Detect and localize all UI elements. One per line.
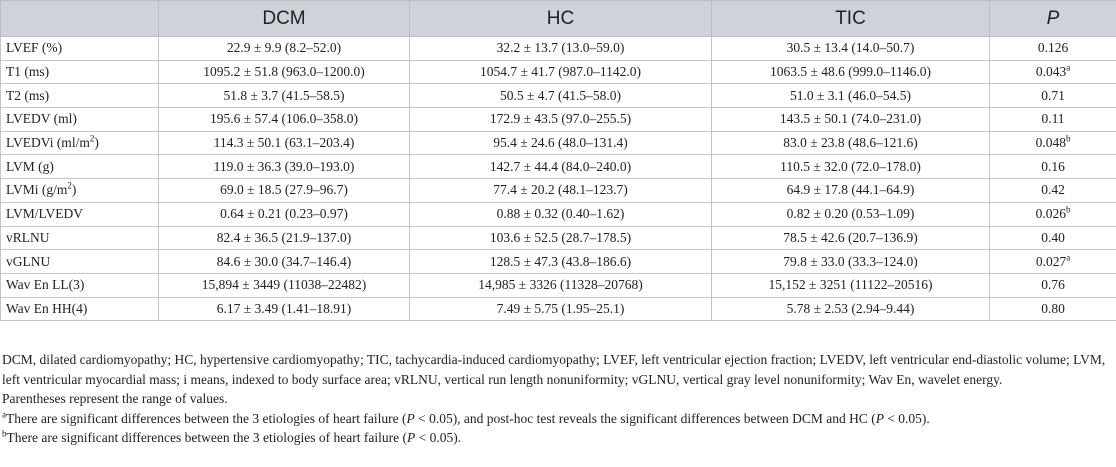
- row-label-text: LVEF (%): [6, 40, 63, 56]
- row-label: [1, 108, 159, 132]
- footnote-a-text: There are significant differences between the 3 etiologies of heart failure (: [6, 410, 407, 426]
- row-label-text: vGLNU: [6, 253, 51, 269]
- table-row: [1, 37, 1116, 61]
- table-row: [1, 297, 1116, 321]
- cell-p: [990, 179, 1116, 203]
- header-cell-p: P: [990, 1, 1116, 37]
- row-label: [1, 37, 159, 61]
- table-row: [1, 179, 1116, 203]
- p-value: 0.126: [1037, 40, 1069, 56]
- row-label-text: LVM (g): [6, 158, 54, 174]
- footnotes: [2, 350, 1112, 448]
- footnote-a-p: P: [875, 410, 884, 426]
- table-row: [1, 273, 1116, 297]
- p-value: 0.40: [1041, 229, 1065, 245]
- row-label-text: T1 (ms): [6, 64, 50, 80]
- table-row: [1, 108, 1116, 132]
- row-label-text: vRLNU: [6, 229, 50, 245]
- cell-tic: 51.0 ± 3.1 (46.0–54.5): [712, 84, 990, 108]
- table-row: [1, 84, 1116, 108]
- cell-tic: 30.5 ± 13.4 (14.0–50.7): [712, 37, 990, 61]
- row-label-superscript: 2: [89, 133, 95, 144]
- row-label-text: LVEDVi (ml/m: [6, 135, 90, 151]
- p-superscript: b: [1065, 133, 1071, 144]
- p-superscript: b: [1065, 204, 1071, 215]
- row-label: [1, 226, 159, 250]
- cell-p: [990, 37, 1116, 61]
- cell-tic: 79.8 ± 33.0 (33.3–124.0): [712, 250, 990, 274]
- cell-hc: 172.9 ± 43.5 (97.0–255.5): [410, 108, 712, 132]
- cell-dcm: 82.4 ± 36.5 (21.9–137.0): [159, 226, 410, 250]
- abbreviations-note: DCM, dilated cardiomyopathy; HC, hypertensive cardiomyopathy; TIC, tachycardia-induced cardiomyopathy; LVEF, left ventricular ejection fraction; LVEDV, left ventricular end-diastolic volume; LVM, left ventricular myocardial mass; i means, indexed to body surface area; vRLNU, vertical run length nonuniformity; vGLNU, vertical gray level nonuniformity; Wav En, wavelet energy.: [2, 352, 1106, 387]
- p-value: 0.42: [1041, 182, 1065, 198]
- cell-p: [990, 131, 1116, 155]
- footnote-b-marker: b: [2, 428, 7, 439]
- table-row: [1, 226, 1116, 250]
- cell-hc: 103.6 ± 52.5 (28.7–178.5): [410, 226, 712, 250]
- p-superscript: a: [1066, 252, 1071, 263]
- row-label: [1, 179, 159, 203]
- cell-hc: 128.5 ± 47.3 (43.8–186.6): [410, 250, 712, 274]
- cell-hc: 7.49 ± 5.75 (1.95–25.1): [410, 297, 712, 321]
- footnote-a-p: P: [406, 410, 415, 426]
- cell-hc: 1054.7 ± 41.7 (987.0–1142.0): [410, 60, 712, 84]
- cell-p: [990, 297, 1116, 321]
- cell-dcm: 114.3 ± 50.1 (63.1–203.4): [159, 131, 410, 155]
- row-label: [1, 202, 159, 226]
- row-label-text: LVMi (g/m: [6, 182, 68, 198]
- p-superscript: a: [1066, 62, 1071, 73]
- row-label-text: Wav En HH(4): [6, 300, 88, 316]
- table-row: [1, 202, 1116, 226]
- cell-hc: 142.7 ± 44.4 (84.0–240.0): [410, 155, 712, 179]
- cell-dcm: 51.8 ± 3.7 (41.5–58.5): [159, 84, 410, 108]
- range-note: Parentheses represent the range of values.: [2, 391, 228, 406]
- cell-dcm: 69.0 ± 18.5 (27.9–96.7): [159, 179, 410, 203]
- row-label-end: ): [71, 182, 77, 198]
- cell-hc: 95.4 ± 24.6 (48.0–131.4): [410, 131, 712, 155]
- row-label: [1, 297, 159, 321]
- cell-dcm: 22.9 ± 9.9 (8.2–52.0): [159, 37, 410, 61]
- table-row: [1, 250, 1116, 274]
- header-cell-hc: HC: [410, 1, 712, 37]
- cell-dcm: 119.0 ± 36.3 (39.0–193.0): [159, 155, 410, 179]
- p-value: 0.043: [1035, 64, 1067, 80]
- p-value: 0.71: [1041, 87, 1065, 103]
- cell-tic: 15,152 ± 3251 (11122–20516): [712, 273, 990, 297]
- p-value: 0.027: [1035, 253, 1067, 269]
- cell-hc: 77.4 ± 20.2 (48.1–123.7): [410, 179, 712, 203]
- table-row: [1, 155, 1116, 179]
- row-label-text: LVEDV (ml): [6, 111, 77, 127]
- cell-dcm: 1095.2 ± 51.8 (963.0–1200.0): [159, 60, 410, 84]
- row-label-text: LVM/LVEDV: [6, 206, 84, 222]
- cell-dcm: 84.6 ± 30.0 (34.7–146.4): [159, 250, 410, 274]
- cell-hc: 32.2 ± 13.7 (13.0–59.0): [410, 37, 712, 61]
- cell-p: [990, 60, 1116, 84]
- header-cell-tic: TIC: [712, 1, 990, 37]
- row-label-text: T2 (ms): [6, 87, 50, 103]
- cell-hc: 50.5 ± 4.7 (41.5–58.0): [410, 84, 712, 108]
- row-label-superscript: 2: [67, 180, 72, 191]
- cell-dcm: 15,894 ± 3449 (11038–22482): [159, 273, 410, 297]
- cell-dcm: 6.17 ± 3.49 (1.41–18.91): [159, 297, 410, 321]
- footnote-a-text: < 0.05), and post-hoc test reveals the significant differences between DCM and HC (: [414, 410, 876, 426]
- cell-p: [990, 202, 1116, 226]
- cell-p: [990, 108, 1116, 132]
- footnote-a-marker: a: [2, 409, 6, 419]
- row-label: [1, 155, 159, 179]
- row-label: [1, 84, 159, 108]
- header-cell-label: [1, 1, 159, 37]
- cell-p: [990, 250, 1116, 274]
- cell-p: [990, 226, 1116, 250]
- row-label: [1, 60, 159, 84]
- cell-p: [990, 273, 1116, 297]
- footnote-b-text: There are significant differences between the 3 etiologies of heart failure (: [6, 430, 407, 445]
- p-value: 0.16: [1041, 158, 1065, 174]
- p-value: 0.76: [1041, 277, 1065, 293]
- row-label: [1, 131, 159, 155]
- footnote-a: [2, 409, 1112, 429]
- cell-dcm: 0.64 ± 0.21 (0.23–0.97): [159, 202, 410, 226]
- cell-dcm: 195.6 ± 57.4 (106.0–358.0): [159, 108, 410, 132]
- footnote-b-text: < 0.05).: [415, 430, 462, 445]
- cell-p: [990, 84, 1116, 108]
- row-label-text: Wav En LL(3): [6, 277, 85, 293]
- cell-tic: 64.9 ± 17.8 (44.1–64.9): [712, 179, 990, 203]
- cell-tic: 1063.5 ± 48.6 (999.0–1146.0): [712, 60, 990, 84]
- cell-tic: 110.5 ± 32.0 (72.0–178.0): [712, 155, 990, 179]
- table-row: [1, 131, 1116, 155]
- cell-tic: 0.82 ± 0.20 (0.53–1.09): [712, 202, 990, 226]
- cell-p: [990, 155, 1116, 179]
- table-row: [1, 60, 1116, 84]
- row-label: [1, 250, 159, 274]
- footnote-b: [2, 428, 1112, 448]
- header-row: [1, 1, 1116, 37]
- footnote-b-p: P: [406, 430, 416, 445]
- p-value: 0.80: [1041, 300, 1065, 316]
- cell-tic: 83.0 ± 23.8 (48.6–121.6): [712, 131, 990, 155]
- cell-tic: 5.78 ± 2.53 (2.94–9.44): [712, 297, 990, 321]
- footnote-a-text: < 0.05).: [883, 410, 930, 426]
- p-value: 0.11: [1041, 111, 1065, 127]
- cell-tic: 78.5 ± 42.6 (20.7–136.9): [712, 226, 990, 250]
- cell-hc: 0.88 ± 0.32 (0.40–1.62): [410, 202, 712, 226]
- row-label-end: ): [94, 135, 99, 151]
- p-value: 0.026: [1035, 206, 1066, 222]
- p-value: 0.048: [1035, 135, 1066, 151]
- row-label: [1, 273, 159, 297]
- header-cell-dcm: DCM: [159, 1, 410, 37]
- table-body: [1, 37, 1116, 321]
- cell-hc: 14,985 ± 3326 (11328–20768): [410, 273, 712, 297]
- cell-tic: 143.5 ± 50.1 (74.0–231.0): [712, 108, 990, 132]
